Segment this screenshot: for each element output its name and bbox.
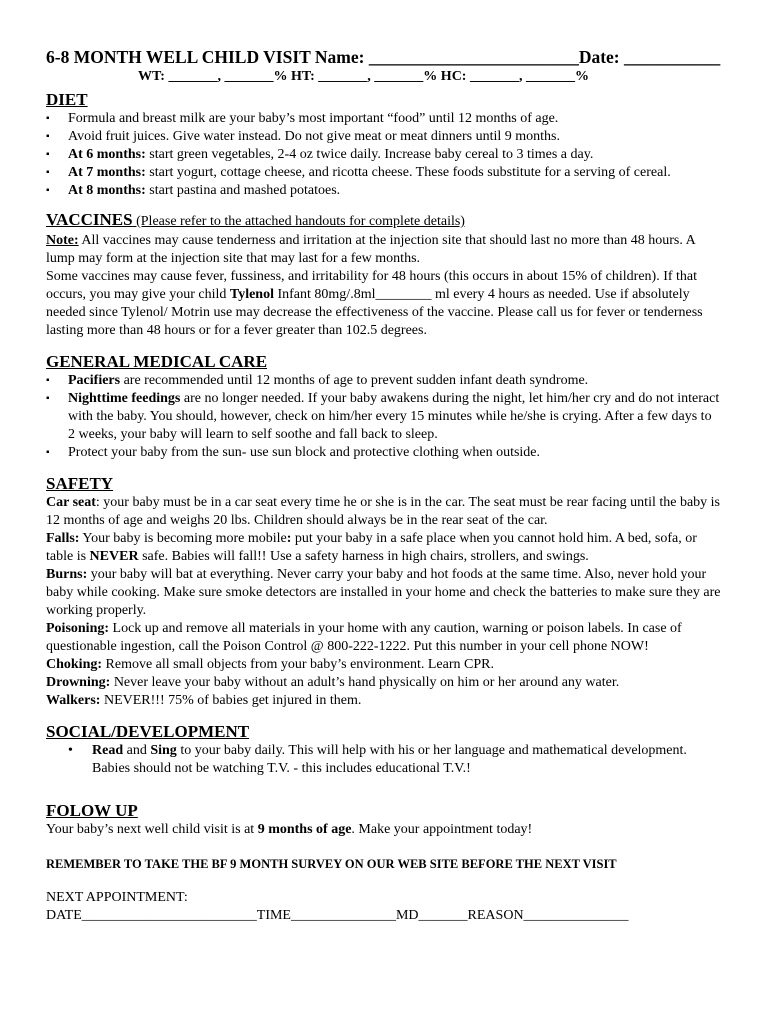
social-section	[46, 721, 722, 778]
choking-paragraph: Choking: Remove all small objects from your baby’s environment. Learn CPR.	[46, 657, 494, 672]
walkers-paragraph: Walkers: NEVER!!! 75% of babies get injured in them.	[46, 693, 362, 708]
poisoning-paragraph: Poisoning: Lock up and remove all materials in your home with any caution, warning or poison labels. In case of questionable ingestion, call the Poison Control @ 800-222-1222. Put this number in your cell phone NOW!	[46, 621, 682, 654]
safety-section	[46, 473, 722, 710]
burns-paragraph: Burns: your baby will bat at everything. Never carry your baby and hot foods at the same time. Also, never hold your baby while cooking. Make sure smoke detectors are installed in your home and check the batteries to make sure they are working properly.	[46, 567, 721, 618]
social-heading: SOCIAL/DEVELOPMENT	[46, 722, 250, 741]
general-care-heading: GENERAL MEDICAL CARE	[46, 352, 268, 371]
list-item: • Read and Sing to your baby daily. This will help with his or her language and mathematical development. Babies should not be watching T.V. - this includes educational T.V.!	[46, 742, 722, 778]
appointment-line: DATE_________________________TIME_______________MD_______REASON_______________	[46, 908, 629, 923]
list-item: ▪ Avoid fruit juices. Give water instead. Do not give meat or meat dinners until 9 months.	[46, 128, 722, 146]
list-item: ▪ Protect your baby from the sun- use sun block and protective clothing when outside.	[46, 444, 722, 462]
list-item: ▪ At 8 months: start pastina and mashed potatoes.	[46, 182, 722, 200]
safety-heading: SAFETY	[46, 474, 114, 493]
vaccines-fever: Some vaccines may cause fever, fussiness, and irritability for 48 hours (this occurs in about 15% of children). If that occurs, you may give your child Tylenol Infant 80mg/.8ml________ ml every 4 hours as needed. Use if absolutely needed since Tylenol/ Motrin use may decrease the effectiveness of the vaccine. Please call us for fever or tenderness lasting more than 48 hours or for a fever greater than 102.5 degrees.	[46, 269, 703, 338]
diet-list	[46, 110, 722, 200]
appointment-block	[46, 889, 722, 925]
vaccines-heading: VACCINES (Please refer to the attached handouts for complete details)	[46, 210, 465, 229]
list-item: ▪ Formula and breast milk are your baby’s most important “food” until 12 months of age.	[46, 110, 722, 128]
document-page	[46, 46, 722, 925]
followup-section	[46, 800, 722, 839]
falls-paragraph: Falls: Your baby is becoming more mobile: put your baby in a safe place when you cannot hold him. A bed, sofa, or table is NEVER safe. Babies will fall!! Use a safety harness in high chairs, strollers, and swings.	[46, 531, 697, 564]
diet-section	[46, 89, 722, 200]
followup-heading: FOLOW UP	[46, 801, 138, 820]
page-title: 6-8 MONTH WELL CHILD VISIT Name: ________________________Date: ___________	[46, 47, 721, 67]
list-item: ▪ At 7 months: start yogurt, cottage cheese, and ricotta cheese. These foods substitute for a serving of cereal.	[46, 164, 722, 182]
car-seat-paragraph: Car seat: your baby must be in a car seat every time he or she is in the car. The seat must be rear facing until the baby is 12 months of age and weighs 20 lbs. Children should always be in the rear seat of the car.	[46, 495, 721, 528]
followup-text: Your baby’s next well child visit is at 9 months of age. Make your appointment today!	[46, 822, 533, 837]
diet-heading: DIET	[46, 90, 88, 109]
general-care-section	[46, 351, 722, 462]
vaccines-heading-note: (Please refer to the attached handouts for complete details)	[132, 214, 465, 229]
list-item: ▪ Pacifiers are recommended until 12 months of age to prevent sudden infant death syndrome.	[46, 372, 722, 390]
vaccines-section	[46, 209, 722, 340]
drowning-paragraph: Drowning: Never leave your baby without an adult’s hand physically on him or her around any water.	[46, 675, 620, 690]
list-item: ▪ Nighttime feedings are no longer needed. If your baby awakens during the night, let him/her cry and do not interact with the baby. You should, however, check on him/her every 15 minutes while he/she is crying. After a few days to 2 weeks, your baby will learn to self soothe and fall back to sleep.	[46, 390, 722, 444]
list-item: ▪ At 6 months: start green vegetables, 2-4 oz twice daily. Increase baby cereal to 3 times a day.	[46, 146, 722, 164]
growth-measures: WT: _______, _______% HT: _______, _______% HC: _______, _______%	[138, 69, 589, 84]
appointment-label: NEXT APPOINTMENT:	[46, 890, 188, 905]
social-list	[46, 742, 722, 778]
general-care-list	[46, 372, 722, 462]
vaccines-note: Note: All vaccines may cause tenderness and irritation at the injection site that should last no more than 48 hours. A lump may form at the injection site that may last for a few months.	[46, 233, 695, 266]
survey-reminder: REMEMBER TO TAKE THE BF 9 MONTH SURVEY ON OUR WEB SITE BEFORE THE NEXT VISIT	[46, 857, 617, 871]
